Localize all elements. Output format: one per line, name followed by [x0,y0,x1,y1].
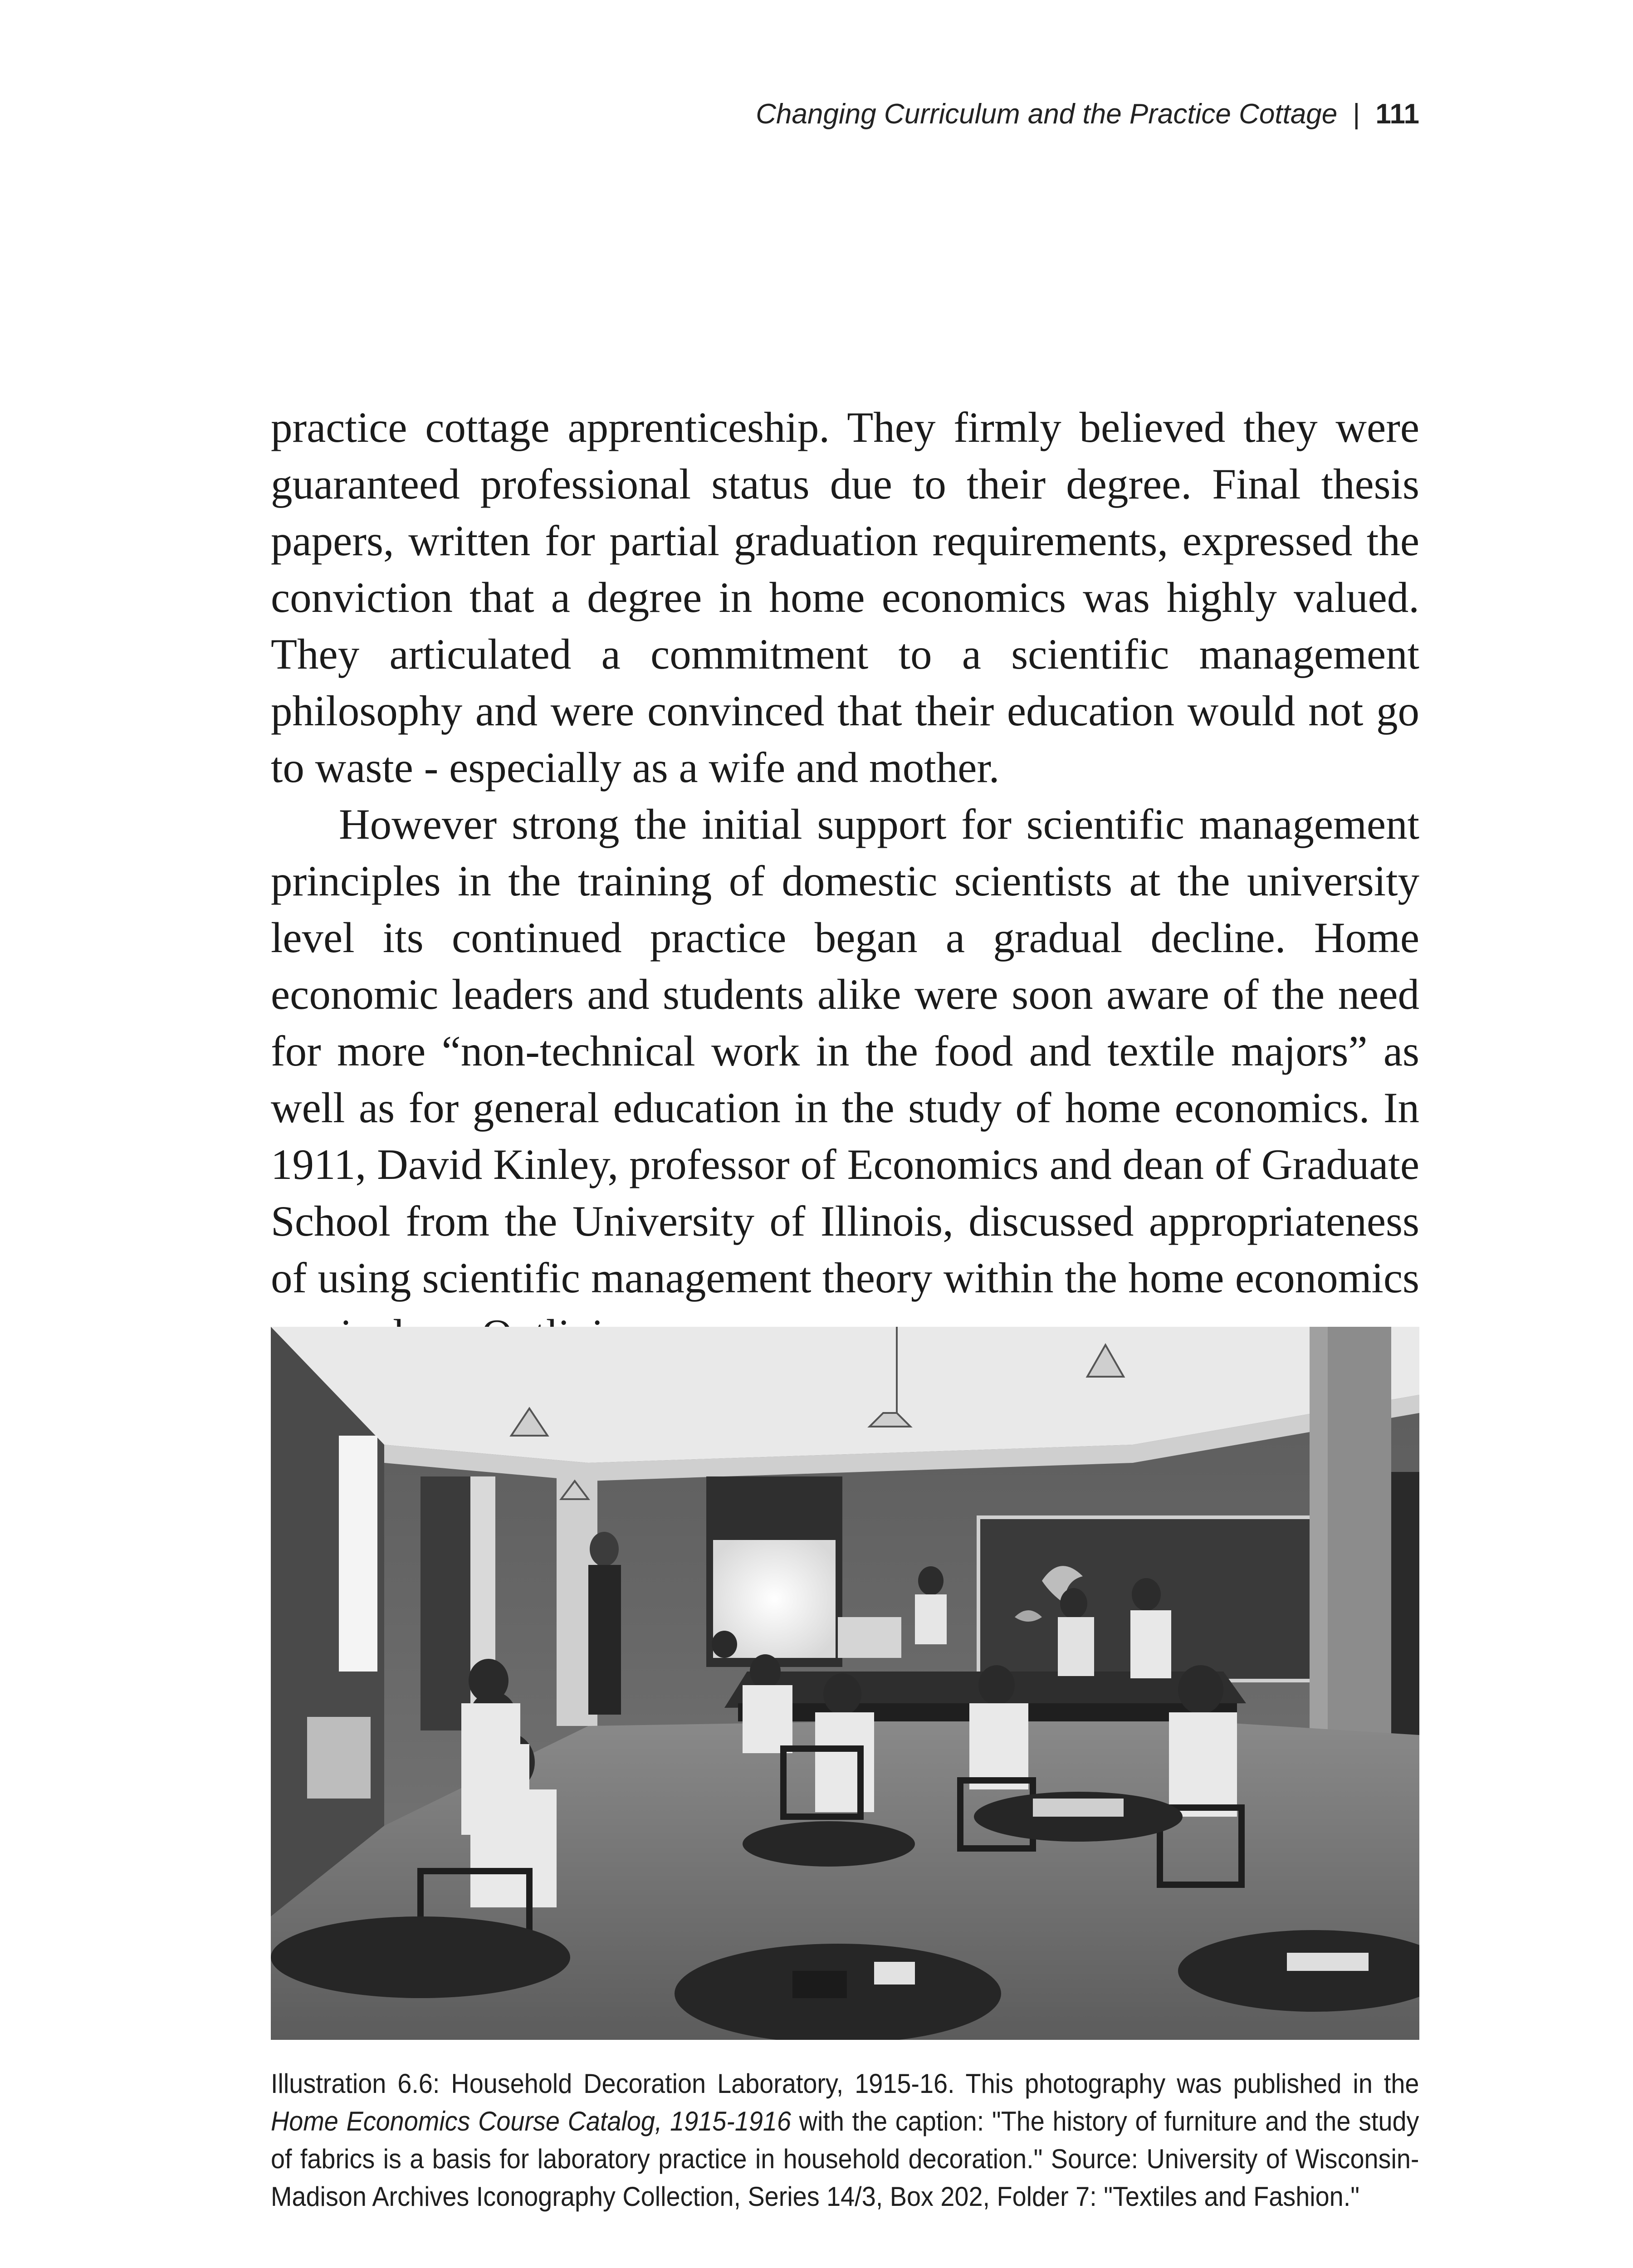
historical-photograph [271,1327,1419,2040]
body-paragraph: practice cottage apprenticeship. They firmly believed they were guaranteed professional status due to their degree. Final thesis papers, written for partial graduation requirements, expressed the conviction that a degree in home economics was highly valued. They articulated a commitment to a scientific management philosophy and were convinced that their education would not go to waste - especially as a wife and mother. [271,403,1419,792]
running-header [756,96,1419,132]
body-paragraph: However strong the initial support for scientific management principles in the training of domestic scientists at the university level its continued practice began a gradual decline. Home economic leaders and students alike were soon aware of the need for more “non-technical work in the food and textile majors” as well as for general education in the study of home economics. In 1911, David Kinley, professor of Economics and dean of Graduate School from the University of Illinois, discussed appropriateness of using scientific management theory within the home economics [271,800,1419,1302]
caption-rest: with the caption: "The history of furniture and the study of fabrics is a basis for laboratory practice in household decoration." Source: University of Wisconsin-Madison Archives Iconography Collection, Series 14/3, Box 202, Folder 7: "Textiles and Fashion." [271,2106,1419,2212]
caption-publication-title: Home Economics Course Catalog, 1915-1916 [271,2106,791,2136]
classroom-photo-illustration [271,1327,1419,2040]
page-number: 111 [1375,98,1419,130]
running-header-separator: | [1353,98,1360,130]
running-header-title: Changing Curriculum and the Practice Cottage [756,98,1338,130]
figure-caption [271,2065,1419,2215]
caption-lead: Illustration 6.6: Household Decoration Laboratory, 1915-16. This photography was published in the [271,2068,1419,2099]
body-text [271,399,1419,1363]
